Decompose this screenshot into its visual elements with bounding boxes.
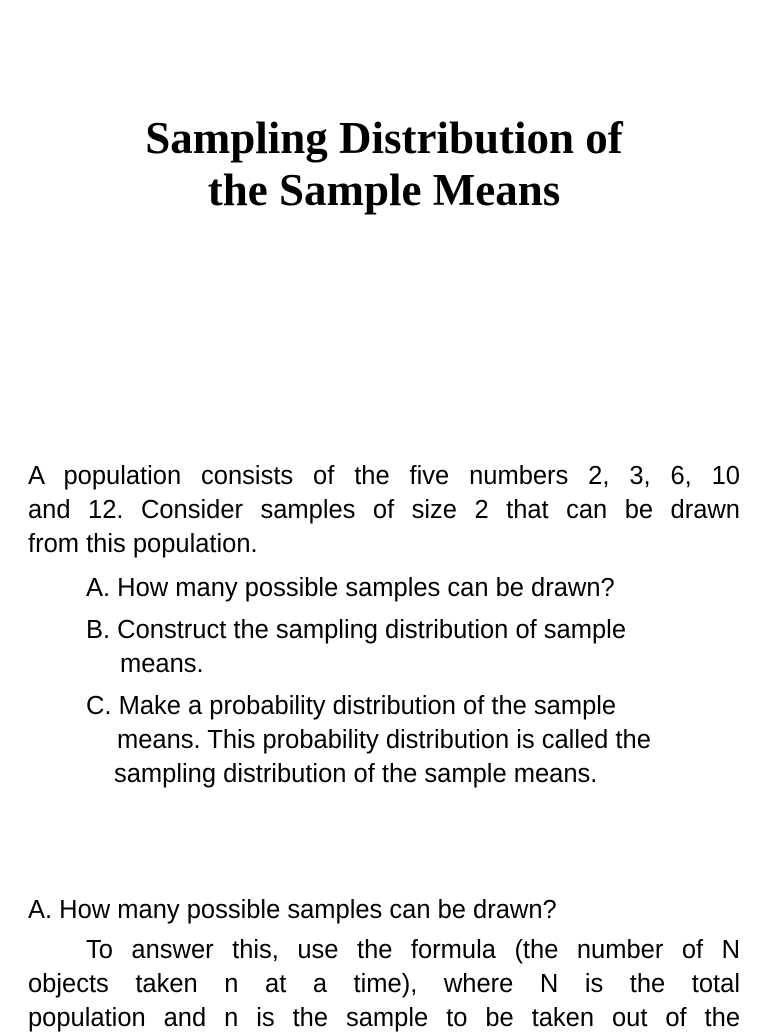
section-a-answer	[28, 933, 740, 1035]
section-a-question: A. How many possible samples can be drawn?	[28, 896, 557, 924]
question-c-text-3: sampling distribution of the sample means.	[114, 760, 598, 788]
problem-line: A population consists of the five numbers 2, 3, 6, 10	[28, 462, 740, 490]
answer-line: population and n is the sample to be taken out of the	[28, 1004, 740, 1032]
page-title-line-2: the Sample Means	[207, 165, 561, 215]
answer-line: objects taken n at a time), where N is the total	[28, 970, 740, 998]
question-b-text-1: B. Construct the sampling distribution of sample	[86, 616, 627, 644]
question-list	[86, 571, 746, 799]
question-item-a	[86, 571, 746, 605]
page-title	[0, 112, 768, 216]
page-title-line-1: Sampling Distribution of	[145, 113, 623, 163]
question-a-text: A. How many possible samples can be drawn?	[86, 574, 615, 602]
question-c-text-2: means. This probability distribution is called the	[117, 726, 651, 754]
question-c-text-1: C. Make a probability distribution of the sample	[86, 692, 617, 720]
question-b-text-2: means.	[120, 650, 204, 678]
answer-line: To answer this, use the formula (the number of N	[86, 936, 740, 964]
problem-line: from this population.	[28, 530, 258, 558]
problem-statement	[28, 459, 740, 561]
question-item-c	[86, 689, 746, 791]
question-item-b	[86, 613, 746, 681]
section-a	[28, 893, 740, 1035]
problem-line: and 12. Consider samples of size 2 that can be drawn	[28, 496, 740, 524]
